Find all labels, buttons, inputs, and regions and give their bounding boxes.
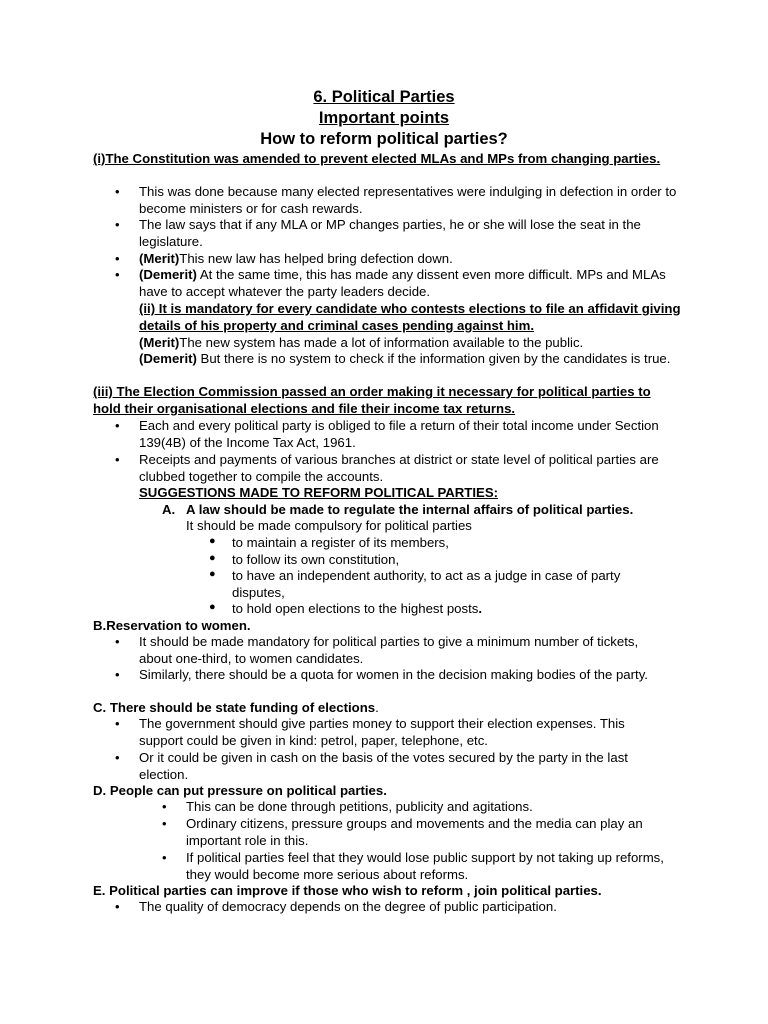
heading-text: C. There should be state funding of elections bbox=[93, 700, 376, 715]
section-c-bullet-1: The government should give parties money to support their election expenses. This support could be given in kind: petrol, paper, telephone, etc. bbox=[139, 716, 625, 748]
bullet-icon: • bbox=[115, 184, 120, 199]
section-ii-demerit bbox=[139, 351, 684, 368]
question-heading: How to reform political parties? bbox=[260, 130, 508, 148]
section-e-heading: E. Political parties can improve if those who wish to reform , join political parties. bbox=[93, 883, 602, 898]
bullet-icon: ● bbox=[209, 552, 216, 564]
section-d-bullet-3: If political parties feel that they would lose public support by not taking up reforms, they would become more serious about reforms. bbox=[186, 850, 664, 882]
suggestion-a-intro: It should be made compulsory for political parties bbox=[186, 518, 472, 533]
section-b-bullet-2: Similarly, there should be a quota for women in the decision making bodies of the party. bbox=[139, 667, 648, 682]
bullet-icon: • bbox=[115, 418, 120, 433]
section-b-heading: B.Reservation to women. bbox=[93, 618, 251, 633]
chapter-title: 6. Political Parties bbox=[313, 88, 455, 106]
bullet-icon: • bbox=[162, 850, 167, 865]
demerit-text: At the same time, this has made any dissent even more difficult. MPs and MLAs have to accept whatever the party leaders decide. bbox=[139, 267, 666, 299]
bullet-icon: • bbox=[115, 899, 120, 914]
suggestion-a-item-4 bbox=[232, 601, 672, 618]
section-iii-bullet-2: Receipts and payments of various branches at district or state level of political parties are clubbed together to compile the accounts. bbox=[139, 452, 659, 484]
list-marker-a: A. bbox=[162, 502, 176, 517]
bullet-icon: • bbox=[115, 634, 120, 649]
bullet-icon: ● bbox=[209, 535, 216, 547]
bullet-icon: ● bbox=[209, 601, 216, 613]
section-i-bullet-1: This was done because many elected representatives were indulging in defection in order to become ministers or for cash rewards. bbox=[139, 184, 677, 216]
suggestion-a-item-3: to have an independent authority, to act as a judge in case of party disputes, bbox=[232, 568, 621, 600]
section-ii-heading: (ii) It is mandatory for every candidate who contests elections to file an affidavit giving details of his property and criminal cases pending against him. bbox=[139, 301, 681, 333]
section-d-bullet-1: This can be done through petitions, publicity and agitations. bbox=[186, 799, 533, 814]
section-ii-merit bbox=[139, 335, 684, 352]
bullet-icon: ● bbox=[209, 568, 216, 580]
bullet-icon: • bbox=[115, 217, 120, 232]
section-iii-heading: (iii) The Election Commission passed an order making it necessary for political parties to hold their organisational elections and file their income tax returns. bbox=[93, 384, 651, 416]
bullet-icon: • bbox=[115, 716, 120, 731]
suggestions-heading: SUGGESTIONS MADE TO REFORM POLITICAL PARTIES: bbox=[139, 485, 499, 500]
bullet-icon: • bbox=[115, 750, 120, 765]
bullet-icon: • bbox=[115, 267, 120, 282]
suggestion-a-heading: A law should be made to regulate the internal affairs of political parties. bbox=[186, 502, 634, 517]
merit-label: (Merit) bbox=[139, 335, 180, 350]
section-c-bullet-2: Or it could be given in cash on the basis of the votes secured by the party in the last election. bbox=[139, 750, 628, 782]
subtitle: Important points bbox=[318, 109, 450, 127]
demerit-label: (Demerit) bbox=[139, 351, 197, 366]
section-d-heading: D. People can put pressure on political parties. bbox=[93, 783, 387, 798]
section-i-bullet-2: The law says that if any MLA or MP changes parties, he or she will lose the seat in the legislature. bbox=[139, 217, 641, 249]
section-i-merit bbox=[139, 251, 684, 268]
heading-period: . bbox=[375, 700, 379, 715]
bullet-icon: • bbox=[162, 799, 167, 814]
section-i-heading: (i)The Constitution was amended to prevent elected MLAs and MPs from changing parties. bbox=[93, 151, 661, 166]
section-b-bullet-1: It should be made mandatory for political parties to give a minimum number of tickets, about one-third, to women candidates. bbox=[139, 634, 639, 666]
section-d-bullet-2: Ordinary citizens, pressure groups and movements and the media can play an important role in this. bbox=[186, 816, 643, 848]
bullet-icon: • bbox=[162, 816, 167, 831]
section-e-bullet-1: The quality of democracy depends on the degree of public participation. bbox=[139, 899, 557, 914]
demerit-label: (Demerit) bbox=[139, 267, 197, 282]
section-i-demerit bbox=[139, 267, 679, 301]
bullet-icon: • bbox=[115, 667, 120, 682]
demerit-text: But there is no system to check if the information given by the candidates is true. bbox=[196, 351, 671, 366]
suggestion-a-item-1: to maintain a register of its members, bbox=[232, 535, 449, 550]
section-c-heading bbox=[93, 700, 673, 717]
suggestion-a-item-2: to follow its own constitution, bbox=[232, 552, 400, 567]
merit-text: The new system has made a lot of information available to the public. bbox=[179, 335, 584, 350]
bullet-icon: • bbox=[115, 452, 120, 467]
section-iii-bullet-1: Each and every political party is obliged to file a return of their total income under Section 139(4B) of the Income Tax Act, 1961. bbox=[139, 418, 659, 450]
item-period: . bbox=[478, 601, 483, 616]
bullet-icon: • bbox=[115, 251, 120, 266]
item-text: to hold open elections to the highest posts bbox=[232, 601, 479, 616]
merit-label: (Merit) bbox=[139, 251, 180, 266]
merit-text: This new law has helped bring defection down. bbox=[179, 251, 453, 266]
